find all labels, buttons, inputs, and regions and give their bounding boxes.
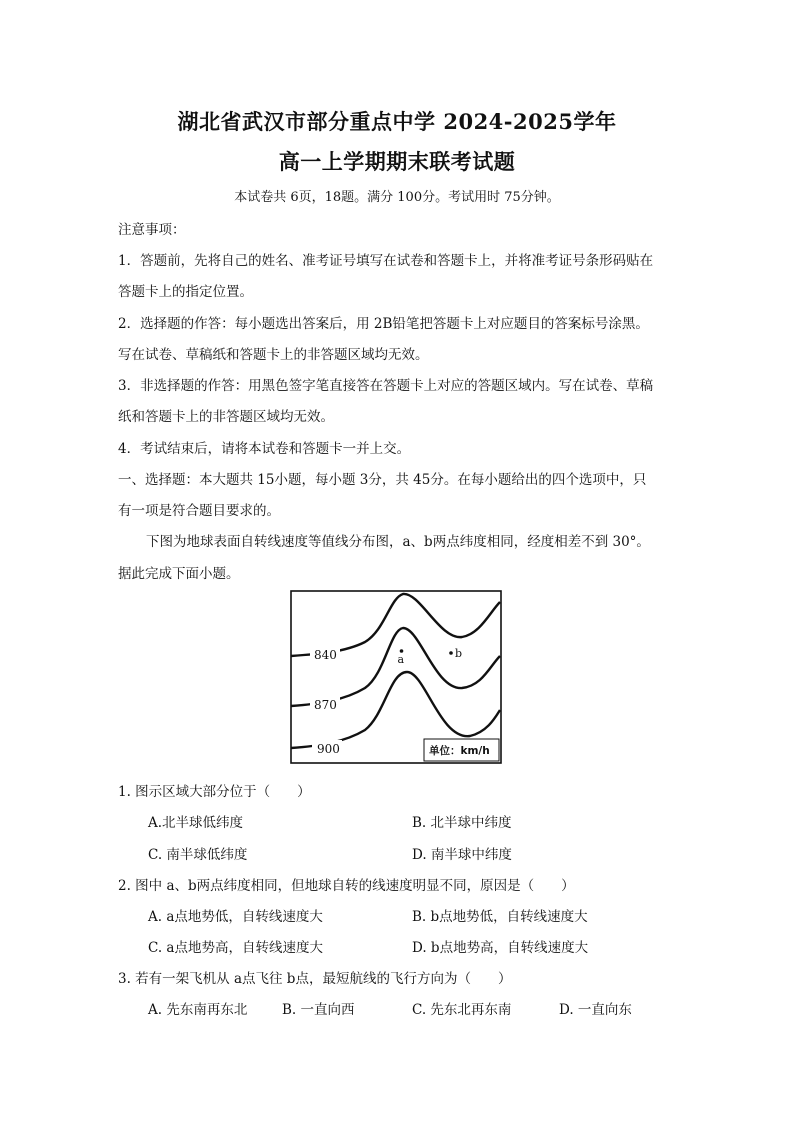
exam-info: 本试卷共 6页，18题。满分 100分。考试用时 75分钟。	[234, 190, 560, 205]
option-b: B. 北半球中纬度	[412, 815, 512, 831]
title-line-1: 湖北省武汉市部分重点中学 2024-2025学年	[177, 109, 617, 134]
intro-line: 据此完成下面小题。	[118, 566, 240, 582]
option-b: B. 一直向西	[282, 1002, 355, 1018]
isoline-label-840: 840	[314, 648, 337, 662]
option-b: B. b点地势低，自转线速度大	[412, 909, 588, 925]
intro-line: 下图为地球表面自转线速度等值线分布图，a、b两点纬度相同，经度相差不到 30°。	[146, 534, 650, 550]
unit-label: 单位：km/h	[429, 745, 490, 757]
option-a: A. a点地势低，自转线速度大	[148, 909, 323, 925]
question-stem: 2. 图中 a、b两点纬度相同，但地球自转的线速度明显不同，原因是（ ）	[118, 878, 575, 894]
notice-line: 2．选择题的作答：每小题选出答案后，用 2B铅笔把答题卡上对应题目的答案标号涂黑。	[118, 316, 649, 332]
notice-line: 1．答题前，先将自己的姓名、准考证号填写在试卷和答题卡上，并将准考证号条形码贴在	[118, 253, 654, 269]
notice-line: 答题卡上的指定位置。	[118, 284, 253, 300]
section-line: 有一项是符合题目要求的。	[118, 503, 280, 519]
question-stem: 3. 若有一架飞机从 a点飞往 b点，最短航线的飞行方向为（ ）	[118, 971, 512, 987]
notice-heading: 注意事项：	[118, 222, 186, 238]
option-d: D. 一直向东	[559, 1002, 632, 1018]
section-line: 一、选择题：本大题共 15小题，每小题 3分，共 45分。在每小题给出的四个选项中，只	[118, 472, 647, 488]
question-stem: 1. 图示区域大部分位于（ ）	[118, 784, 311, 800]
option-c: C. 南半球低纬度	[148, 847, 248, 863]
option-d: D. 南半球中纬度	[412, 847, 512, 863]
point-b-label: b	[455, 647, 463, 660]
isoline-label-900: 900	[317, 742, 340, 756]
notice-line: 3．非选择题的作答：用黑色签字笔直接答在答题卡上对应的答题区域内。写在试卷、草稿	[118, 378, 654, 394]
notice-line: 4．考试结束后，请将本试卷和答题卡一并上交。	[118, 441, 411, 457]
option-a: A.北半球低纬度	[148, 815, 244, 831]
point-a-label: a	[397, 653, 405, 666]
isoline-label-870: 870	[314, 698, 337, 712]
notice-line: 纸和答题卡上的非答题区域均无效。	[118, 409, 334, 425]
option-c: C. a点地势高，自转线速度大	[148, 940, 323, 956]
option-c: C. 先东北再东南	[412, 1002, 512, 1018]
point-b-marker	[449, 651, 453, 655]
notice-line: 写在试卷、草稿纸和答题卡上的非答题区域均无效。	[118, 347, 429, 363]
option-a: A. 先东南再东北	[148, 1002, 248, 1018]
title-line-2: 高一上学期期末联考试题	[278, 149, 516, 174]
option-d: D. b点地势高，自转线速度大	[412, 940, 589, 956]
rotation-velocity-isoline-map	[290, 590, 502, 764]
